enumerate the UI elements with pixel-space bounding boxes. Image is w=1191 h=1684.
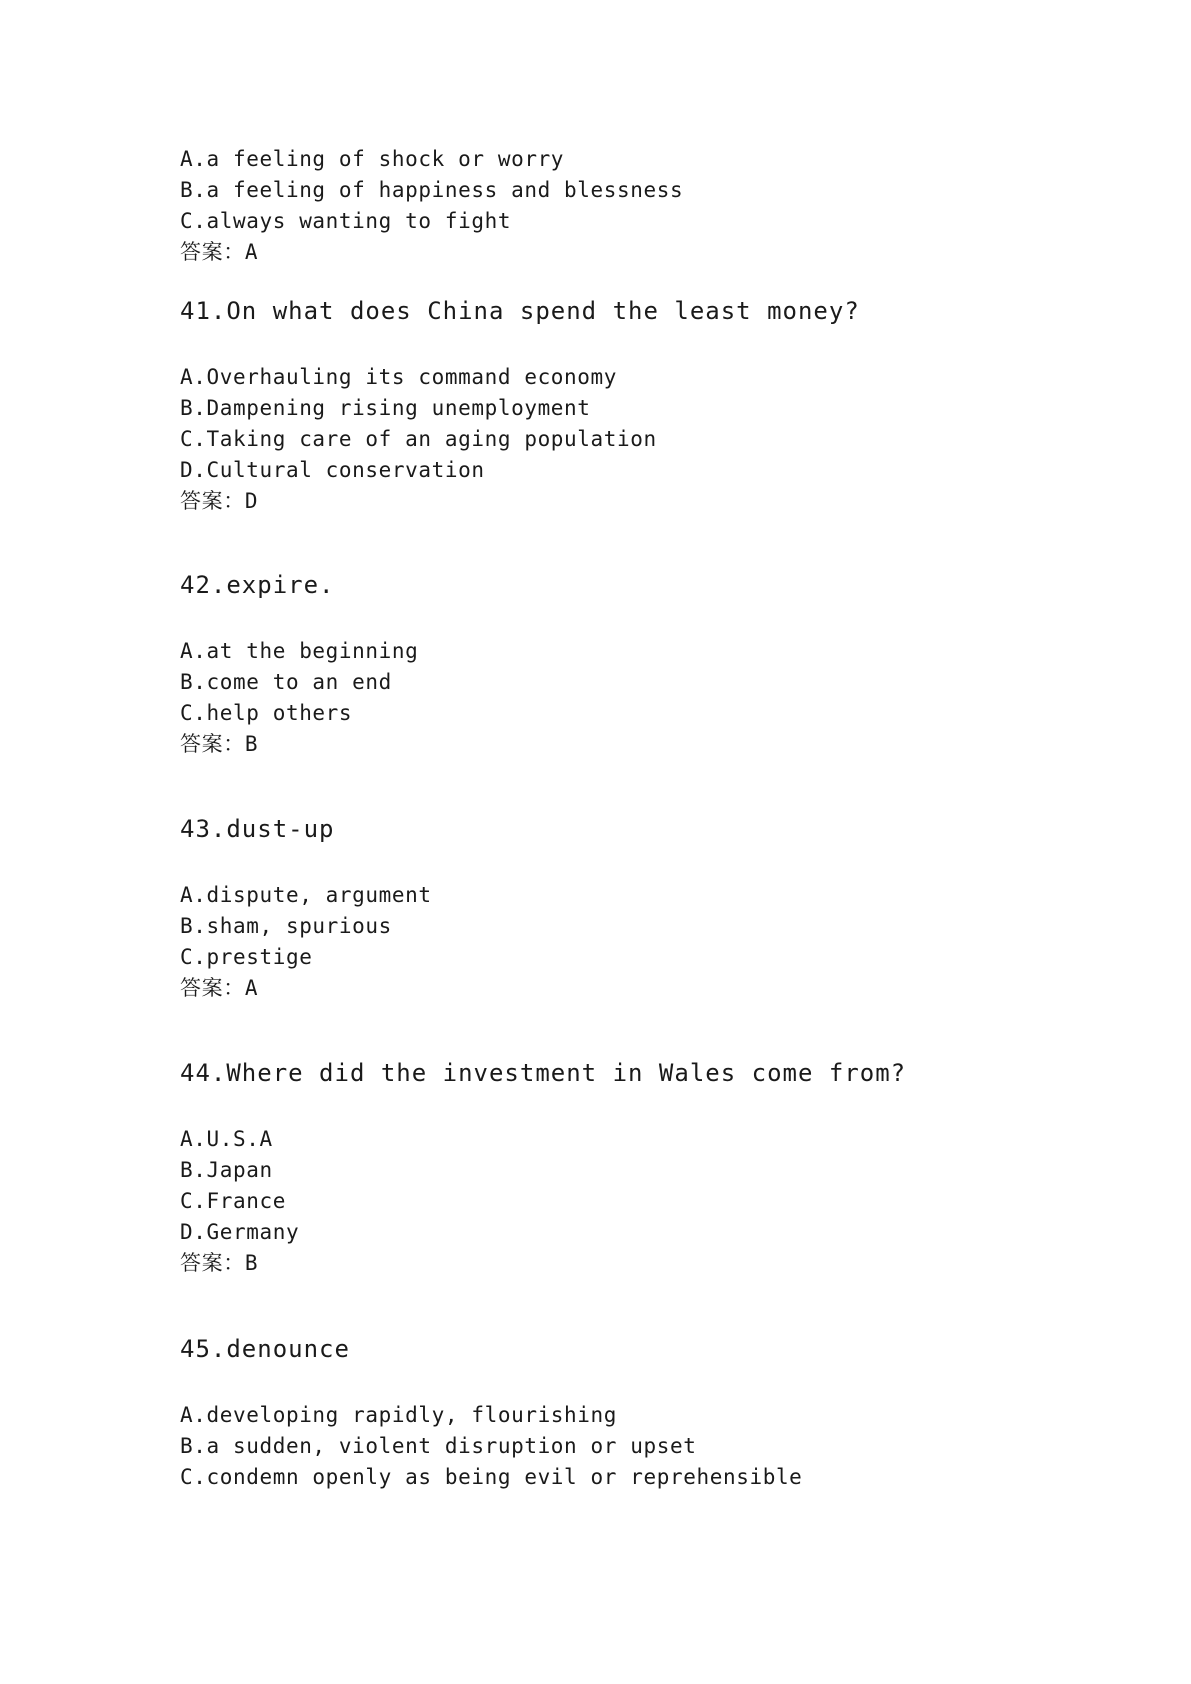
question-42-options	[180, 636, 1140, 760]
option-a: A.U.S.A	[180, 1127, 273, 1151]
answer-label: 答案：	[180, 732, 245, 756]
question-42	[180, 568, 1140, 602]
option-c: C.prestige	[180, 945, 313, 969]
option-b: B.come to an end	[180, 670, 392, 694]
option-b: B.Dampening rising unemployment	[180, 396, 591, 420]
question-41	[180, 294, 1140, 328]
option-d: D.Germany	[180, 1220, 300, 1244]
answer-value: A	[244, 240, 259, 264]
answer-value: B	[244, 1251, 259, 1275]
question-title: 41.On what does China spend the least money?	[180, 297, 860, 325]
option-a: A.developing rapidly, flourishing	[180, 1403, 618, 1427]
question-44	[180, 1056, 1140, 1090]
question-44-options	[180, 1124, 1140, 1279]
option-c: C.condemn openly as being evil or reprehensible	[180, 1465, 803, 1489]
answer-line	[180, 729, 1140, 760]
answer-value: A	[244, 976, 259, 1000]
answer-value: B	[244, 732, 259, 756]
option-c: C.help others	[180, 701, 353, 725]
option-d: D.Cultural conservation	[180, 458, 485, 482]
option-c: C.always wanting to fight	[180, 209, 512, 233]
question-40	[180, 144, 1140, 268]
answer-label: 答案：	[180, 976, 245, 1000]
option-b: B.Japan	[180, 1158, 273, 1182]
question-45-options	[180, 1400, 1140, 1493]
option-b: B.a sudden, violent disruption or upset	[180, 1434, 697, 1458]
option-a: A.dispute, argument	[180, 883, 432, 907]
answer-label: 答案：	[180, 240, 245, 264]
option-b: B.a feeling of happiness and blessness	[180, 178, 684, 202]
document-page	[180, 0, 1140, 1684]
question-43	[180, 812, 1140, 846]
option-a: A.at the beginning	[180, 639, 419, 663]
question-title: 44.Where did the investment in Wales come from?	[180, 1059, 907, 1087]
option-b: B.sham, spurious	[180, 914, 392, 938]
question-title: 45.denounce	[180, 1335, 350, 1363]
question-43-options	[180, 880, 1140, 1004]
option-a: A.a feeling of shock or worry	[180, 147, 565, 171]
question-41-options	[180, 362, 1140, 517]
option-c: C.Taking care of an aging population	[180, 427, 657, 451]
answer-line	[180, 1248, 1140, 1279]
answer-label: 答案：	[180, 1251, 245, 1275]
answer-value: D	[244, 489, 259, 513]
question-title: 43.dust-up	[180, 815, 335, 843]
answer-line	[180, 973, 1140, 1004]
answer-label: 答案：	[180, 489, 245, 513]
option-c: C.France	[180, 1189, 286, 1213]
option-a: A.Overhauling its command economy	[180, 365, 618, 389]
question-45	[180, 1332, 1140, 1366]
answer-line	[180, 237, 1140, 268]
answer-line	[180, 486, 1140, 517]
question-title: 42.expire.	[180, 571, 335, 599]
